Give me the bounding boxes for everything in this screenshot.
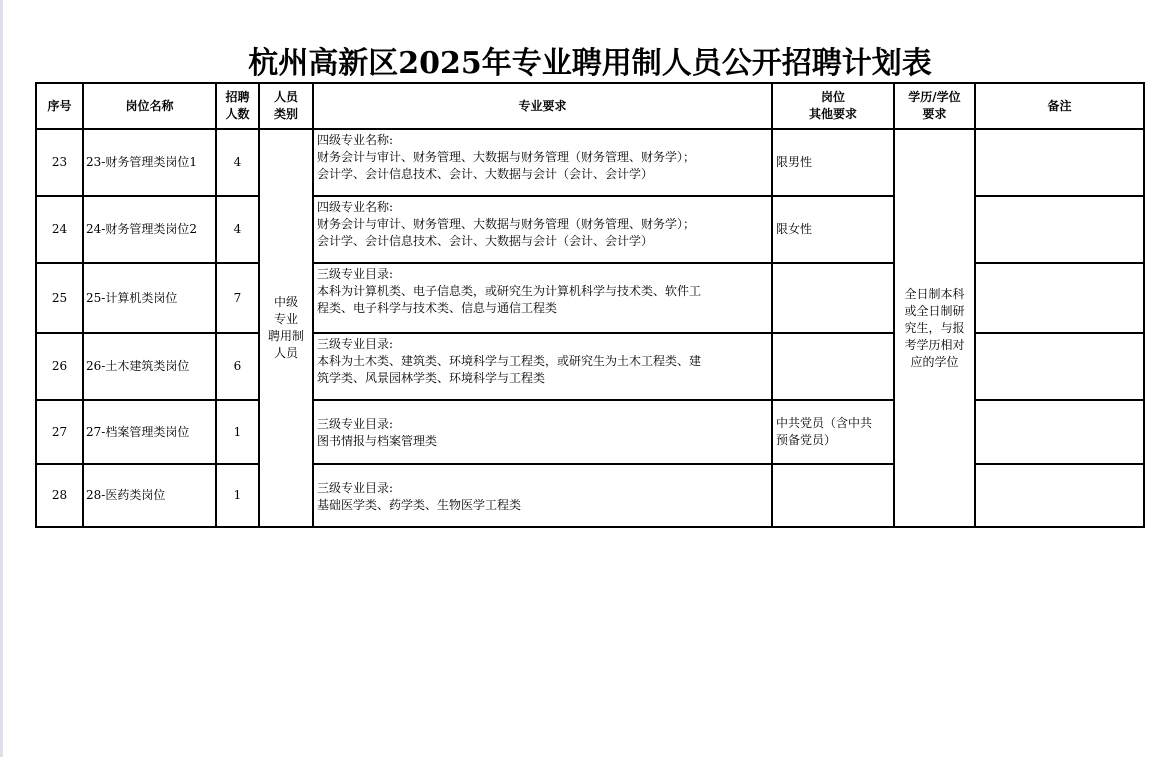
cell-remark xyxy=(975,196,1144,263)
table-row xyxy=(36,196,1144,263)
cell-remark xyxy=(975,129,1144,196)
header-seq: 序号 xyxy=(36,83,83,129)
header-position: 岗位名称 xyxy=(83,83,216,129)
cell-position: 24-财务管理类岗位2 xyxy=(83,196,216,263)
table-row xyxy=(36,263,1144,333)
cell-count: 1 xyxy=(216,464,259,527)
cell-personnel-type: 中级 专业 聘用制 人员 xyxy=(259,129,313,527)
cell-other-requirement: 限女性 xyxy=(772,196,894,263)
cell-count: 4 xyxy=(216,196,259,263)
cell-position: 23-财务管理类岗位1 xyxy=(83,129,216,196)
cell-major-requirement: 三级专业目录: 本科为土木类、建筑类、环境科学与工程类，或研究生为土木工程类、建 筑学类、风景园林学类、环境科学与工程类 xyxy=(313,333,772,400)
cell-major-requirement: 三级专业目录: 图书情报与档案管理类 xyxy=(313,400,772,464)
cell-other-requirement: 限男性 xyxy=(772,129,894,196)
cell-major-requirement: 三级专业目录: 基础医学类、药学类、生物医学工程类 xyxy=(313,464,772,527)
cell-other-requirement xyxy=(772,333,894,400)
header-row xyxy=(36,83,1144,129)
cell-position: 27-档案管理类岗位 xyxy=(83,400,216,464)
cell-other-requirement: 中共党员（含中共 预备党员） xyxy=(772,400,894,464)
cell-count: 1 xyxy=(216,400,259,464)
table-row xyxy=(36,464,1144,527)
cell-position: 26-土木建筑类岗位 xyxy=(83,333,216,400)
cell-major-requirement: 三级专业目录: 本科为计算机类、电子信息类，或研究生为计算机科学与技术类、软件工 程类、电子科学与技术类、信息与通信工程类 xyxy=(313,263,772,333)
cell-other-requirement xyxy=(772,263,894,333)
cell-major-requirement: 四级专业名称: 财务会计与审计、财务管理、大数据与财务管理（财务管理、财务学）； 会计学、会计信息技术、会计、大数据与会计（会计、会计学） xyxy=(313,196,772,263)
cell-other-requirement xyxy=(772,464,894,527)
cell-count: 6 xyxy=(216,333,259,400)
page-title: 杭州高新区2025年专业聘用制人员公开招聘计划表 xyxy=(248,46,932,81)
header-remark: 备注 xyxy=(975,83,1144,129)
page-left-edge xyxy=(0,0,3,757)
cell-seq: 23 xyxy=(36,129,83,196)
cell-position: 28-医药类岗位 xyxy=(83,464,216,527)
cell-count: 4 xyxy=(216,129,259,196)
table-row xyxy=(36,129,1144,196)
header-type: 人员 类别 xyxy=(259,83,313,129)
table-row xyxy=(36,400,1144,464)
cell-seq: 28 xyxy=(36,464,83,527)
cell-position: 25-计算机类岗位 xyxy=(83,263,216,333)
cell-remark xyxy=(975,263,1144,333)
cell-remark xyxy=(975,400,1144,464)
header-other: 岗位 其他要求 xyxy=(772,83,894,129)
cell-remark xyxy=(975,333,1144,400)
cell-count: 7 xyxy=(216,263,259,333)
cell-remark xyxy=(975,464,1144,527)
cell-seq: 26 xyxy=(36,333,83,400)
cell-education-requirement: 全日制本科 或全日制研 究生，与报 考学历相对 应的学位 xyxy=(894,129,975,527)
cell-major-requirement: 四级专业名称: 财务会计与审计、财务管理、大数据与财务管理（财务管理、财务学）； 会计学、会计信息技术、会计、大数据与会计（会计、会计学） xyxy=(313,129,772,196)
header-education: 学历/学位 要求 xyxy=(894,83,975,129)
table-row xyxy=(36,333,1144,400)
cell-seq: 25 xyxy=(36,263,83,333)
recruitment-plan-table xyxy=(35,82,1145,528)
cell-seq: 24 xyxy=(36,196,83,263)
header-major: 专业要求 xyxy=(313,83,772,129)
cell-seq: 27 xyxy=(36,400,83,464)
header-count: 招聘 人数 xyxy=(216,83,259,129)
